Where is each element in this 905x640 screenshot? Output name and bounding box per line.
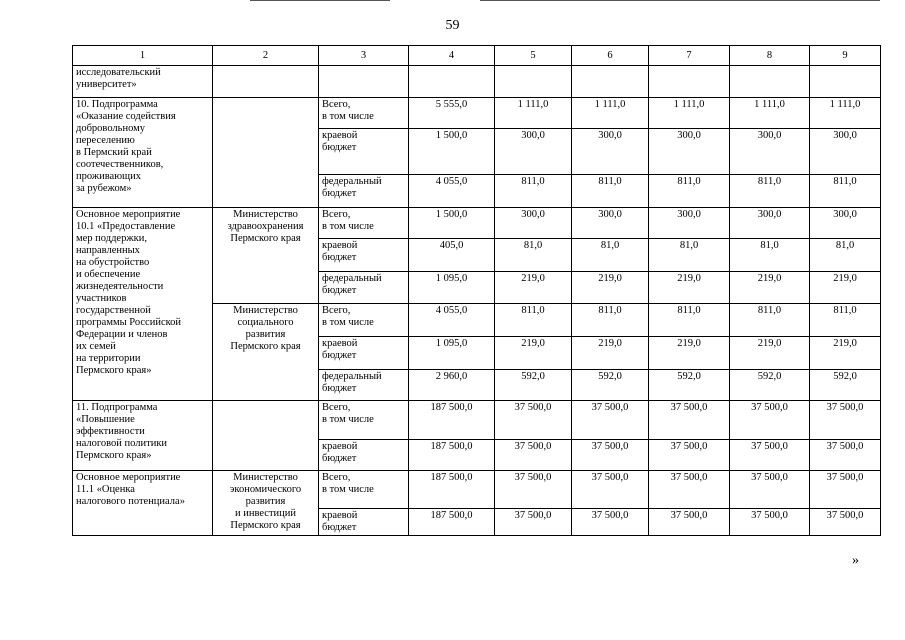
funding-source-cell: Всего, в том числе bbox=[319, 98, 409, 129]
amount-cell: 37 500,0 bbox=[495, 440, 572, 471]
amount-cell: 187 500,0 bbox=[409, 401, 495, 440]
funding-source-cell: Всего, в том числе bbox=[319, 401, 409, 440]
amount-cell: 1 095,0 bbox=[409, 337, 495, 370]
amount-cell: 2 960,0 bbox=[409, 370, 495, 401]
amount-cell: 37 500,0 bbox=[649, 509, 730, 536]
amount-cell bbox=[572, 66, 649, 98]
amount-cell: 300,0 bbox=[572, 129, 649, 175]
amount-cell: 187 500,0 bbox=[409, 509, 495, 536]
amount-cell: 37 500,0 bbox=[810, 401, 881, 440]
funding-source-cell: краевой бюджет bbox=[319, 509, 409, 536]
amount-cell: 1 111,0 bbox=[730, 98, 810, 129]
responsible-executor-cell: Министерство социального развития Пермского края bbox=[213, 304, 319, 401]
amount-cell: 37 500,0 bbox=[649, 471, 730, 509]
amount-cell: 219,0 bbox=[649, 337, 730, 370]
amount-cell: 37 500,0 bbox=[810, 471, 881, 509]
amount-cell: 300,0 bbox=[495, 129, 572, 175]
funding-source-cell bbox=[319, 66, 409, 98]
amount-cell: 592,0 bbox=[810, 370, 881, 401]
amount-cell: 1 500,0 bbox=[409, 129, 495, 175]
closing-quote: » bbox=[852, 553, 859, 568]
funding-source-cell: федеральный бюджет bbox=[319, 272, 409, 304]
amount-cell: 37 500,0 bbox=[730, 401, 810, 440]
responsible-executor-cell bbox=[213, 401, 319, 471]
amount-cell: 219,0 bbox=[572, 337, 649, 370]
amount-cell: 811,0 bbox=[572, 304, 649, 337]
amount-cell: 592,0 bbox=[495, 370, 572, 401]
amount-cell: 37 500,0 bbox=[649, 440, 730, 471]
amount-cell: 300,0 bbox=[572, 208, 649, 239]
amount-cell: 37 500,0 bbox=[495, 471, 572, 509]
funding-source-cell: Всего, в том числе bbox=[319, 208, 409, 239]
amount-cell: 37 500,0 bbox=[572, 401, 649, 440]
amount-cell: 592,0 bbox=[730, 370, 810, 401]
funding-source-cell: Всего, в том числе bbox=[319, 471, 409, 509]
responsible-executor-cell: Министерство здравоохранения Пермского края bbox=[213, 208, 319, 304]
amount-cell: 37 500,0 bbox=[730, 471, 810, 509]
funding-source-cell: федеральный бюджет bbox=[319, 370, 409, 401]
amount-cell: 300,0 bbox=[495, 208, 572, 239]
funding-source-cell: краевой бюджет bbox=[319, 440, 409, 471]
table-row bbox=[73, 98, 881, 129]
amount-cell: 300,0 bbox=[730, 208, 810, 239]
header-cell: 9 bbox=[810, 46, 881, 66]
amount-cell bbox=[730, 66, 810, 98]
table-row bbox=[73, 401, 881, 440]
page-number: 59 bbox=[445, 18, 460, 33]
header-cell: 3 bbox=[319, 46, 409, 66]
funding-source-cell: федеральный бюджет bbox=[319, 175, 409, 208]
amount-cell: 5 555,0 bbox=[409, 98, 495, 129]
amount-cell: 37 500,0 bbox=[495, 401, 572, 440]
responsible-executor-cell: Министерство экономического развития и инвестиций Пермского края bbox=[213, 471, 319, 536]
amount-cell: 219,0 bbox=[730, 337, 810, 370]
amount-cell: 300,0 bbox=[649, 129, 730, 175]
amount-cell: 81,0 bbox=[810, 239, 881, 272]
funding-source-cell: краевой бюджет bbox=[319, 129, 409, 175]
amount-cell: 1 111,0 bbox=[572, 98, 649, 129]
amount-cell: 37 500,0 bbox=[810, 440, 881, 471]
amount-cell: 81,0 bbox=[572, 239, 649, 272]
amount-cell: 1 111,0 bbox=[649, 98, 730, 129]
amount-cell: 187 500,0 bbox=[409, 471, 495, 509]
header-cell: 8 bbox=[730, 46, 810, 66]
amount-cell: 187 500,0 bbox=[409, 440, 495, 471]
amount-cell: 81,0 bbox=[730, 239, 810, 272]
amount-cell: 219,0 bbox=[810, 272, 881, 304]
amount-cell: 37 500,0 bbox=[572, 440, 649, 471]
amount-cell: 219,0 bbox=[495, 337, 572, 370]
amount-cell: 1 500,0 bbox=[409, 208, 495, 239]
amount-cell: 300,0 bbox=[649, 208, 730, 239]
header-cell: 2 bbox=[213, 46, 319, 66]
amount-cell: 592,0 bbox=[572, 370, 649, 401]
amount-cell: 81,0 bbox=[649, 239, 730, 272]
amount-cell: 592,0 bbox=[649, 370, 730, 401]
amount-cell bbox=[409, 66, 495, 98]
program-name-cell: 10. Подпрограмма «Оказание содействия добровольному переселению в Пермский край соотечественников, проживающих за рубежом» bbox=[73, 98, 213, 208]
amount-cell: 219,0 bbox=[810, 337, 881, 370]
amount-cell: 300,0 bbox=[810, 208, 881, 239]
amount-cell: 300,0 bbox=[730, 129, 810, 175]
amount-cell: 37 500,0 bbox=[572, 471, 649, 509]
table-row bbox=[73, 471, 881, 509]
top-rule-right bbox=[480, 0, 880, 1]
amount-cell: 219,0 bbox=[730, 272, 810, 304]
responsible-executor-cell bbox=[213, 66, 319, 98]
amount-cell: 37 500,0 bbox=[649, 401, 730, 440]
amount-cell: 4 055,0 bbox=[409, 304, 495, 337]
funding-source-cell: Всего, в том числе bbox=[319, 304, 409, 337]
amount-cell: 219,0 bbox=[495, 272, 572, 304]
amount-cell bbox=[649, 66, 730, 98]
header-row bbox=[73, 46, 881, 66]
amount-cell bbox=[810, 66, 881, 98]
amount-cell bbox=[495, 66, 572, 98]
responsible-executor-cell bbox=[213, 98, 319, 208]
amount-cell: 811,0 bbox=[572, 175, 649, 208]
amount-cell: 811,0 bbox=[649, 175, 730, 208]
program-name-cell: исследовательский университет» bbox=[73, 66, 213, 98]
amount-cell: 219,0 bbox=[572, 272, 649, 304]
header-cell: 7 bbox=[649, 46, 730, 66]
amount-cell: 37 500,0 bbox=[730, 509, 810, 536]
amount-cell: 811,0 bbox=[730, 304, 810, 337]
amount-cell: 81,0 bbox=[495, 239, 572, 272]
amount-cell: 811,0 bbox=[810, 304, 881, 337]
amount-cell: 405,0 bbox=[409, 239, 495, 272]
header-cell: 6 bbox=[572, 46, 649, 66]
amount-cell: 37 500,0 bbox=[730, 440, 810, 471]
amount-cell: 811,0 bbox=[495, 175, 572, 208]
table-row bbox=[73, 208, 881, 239]
header-cell: 1 bbox=[73, 46, 213, 66]
program-name-cell: Основное мероприятие 10.1 «Предоставление мер поддержки, направленных на обустройство и обеспечение жизнедеятельности участников государственной программы Российской Федерации и членов их семей на территории Пермского края» bbox=[73, 208, 213, 401]
amount-cell: 37 500,0 bbox=[810, 509, 881, 536]
amount-cell: 219,0 bbox=[649, 272, 730, 304]
funding-source-cell: краевой бюджет bbox=[319, 337, 409, 370]
amount-cell: 811,0 bbox=[810, 175, 881, 208]
amount-cell: 811,0 bbox=[730, 175, 810, 208]
amount-cell: 1 111,0 bbox=[810, 98, 881, 129]
program-name-cell: Основное мероприятие 11.1 «Оценка налогового потенциала» bbox=[73, 471, 213, 536]
top-rule-left bbox=[250, 0, 390, 1]
header-cell: 5 bbox=[495, 46, 572, 66]
program-name-cell: 11. Подпрограмма «Повышение эффективности налоговой политики Пермского края» bbox=[73, 401, 213, 471]
amount-cell: 1 111,0 bbox=[495, 98, 572, 129]
amount-cell: 1 095,0 bbox=[409, 272, 495, 304]
amount-cell: 37 500,0 bbox=[495, 509, 572, 536]
amount-cell: 300,0 bbox=[810, 129, 881, 175]
header-cell: 4 bbox=[409, 46, 495, 66]
funding-source-cell: краевой бюджет bbox=[319, 239, 409, 272]
table-row bbox=[73, 66, 881, 98]
budget-table bbox=[72, 45, 881, 536]
amount-cell: 811,0 bbox=[649, 304, 730, 337]
amount-cell: 811,0 bbox=[495, 304, 572, 337]
amount-cell: 4 055,0 bbox=[409, 175, 495, 208]
amount-cell: 37 500,0 bbox=[572, 509, 649, 536]
